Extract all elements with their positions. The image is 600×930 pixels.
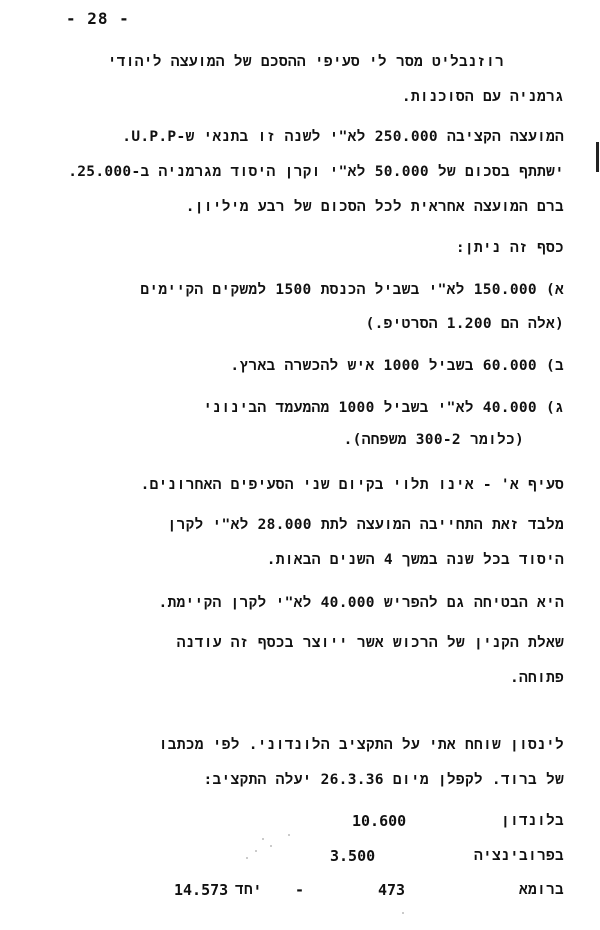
budget-rome-value: 473 xyxy=(378,881,406,899)
item-c-line-1: ג) 40.000 לא"י בשביל 1000 מהמעמד הבינוני xyxy=(203,400,564,416)
item-c-line-2: (כלומר 300-2 משפחה). xyxy=(343,432,524,448)
smudge-mark xyxy=(288,834,290,836)
page-number: - 28 - xyxy=(66,9,130,28)
item-b: ב) 60.000 בשביל 1000 איש להכשרה בארץ. xyxy=(230,358,564,374)
paragraph-7-line-2: פתוחה. xyxy=(509,670,564,686)
item-a-line-2: (אלה הם 1.200 הסרטיפ.) xyxy=(365,316,564,332)
item-a-line-1: א) 150.000 לא"י בשביל הכנסת 1500 למשקים הקיימים xyxy=(140,282,564,298)
budget-total-value: 14.573 xyxy=(174,881,229,899)
paragraph-7-line-1: שאלת הקנין של הרכוש אשר ייוצר בכסף זה עודנה xyxy=(176,635,564,651)
budget-provinces-value: 3.500 xyxy=(330,847,376,865)
budget-total-label: יחד xyxy=(234,882,262,898)
paragraph-6: היא הבטיחה גם להפריש 40.000 לא"י לקרן הקיימת. xyxy=(158,595,564,611)
smudge-mark xyxy=(255,850,257,852)
paragraph-8-line-1: לינסון שוחח אתי על התקציב הלונדוני. לפי מכתבו xyxy=(158,737,564,753)
budget-rome-label: ברומא xyxy=(518,882,564,898)
paragraph-5-line-1: מלבד זאת התחייבה המועצה לתת 28.000 לא"י לקרן xyxy=(167,517,564,533)
paragraph-5-line-2: היסוד בכל שנה במשך 4 השנים הבאות. xyxy=(266,552,564,568)
paragraph-2-line-1: המועצה הקציבה 250.000 לא"י לשנה זו בתנאי ש-U.P.P. xyxy=(122,129,564,145)
binder-mark xyxy=(596,142,599,172)
paragraph-1-line-2: גרמניה עם הסוכנות. xyxy=(401,89,564,105)
smudge-mark xyxy=(262,838,264,840)
smudge-mark xyxy=(402,912,404,914)
budget-dash: - xyxy=(295,881,305,899)
paragraph-8-line-2: של ברוד. לקפלן מיום 26.3.36 יעלה התקציב: xyxy=(203,772,564,788)
budget-london-value: 10.600 xyxy=(352,812,407,830)
paragraph-1-line-1: רוזנבליט מסר לי סעיפי ההסכם של המועצה ליהודי xyxy=(107,54,504,70)
smudge-mark xyxy=(270,845,272,847)
paragraph-4: סעיף א' - אינו תלוי בקיום שני הסעיפים האחרונים. xyxy=(140,477,564,493)
budget-provinces-label: בפרובינציה xyxy=(473,848,564,864)
paragraph-3: כסף זה ניתן: xyxy=(455,240,564,256)
smudge-mark xyxy=(246,857,248,859)
paragraph-2-line-2: ישתתף בסכום של 50.000 לא"י וקרן היסוד מגרמניה ב-25.000. xyxy=(68,164,564,180)
paragraph-2-line-3: ברם המועצה אחראית לכל הסכום של רבע מיליון. xyxy=(185,199,564,215)
budget-london-label: בלונדון xyxy=(500,813,564,829)
